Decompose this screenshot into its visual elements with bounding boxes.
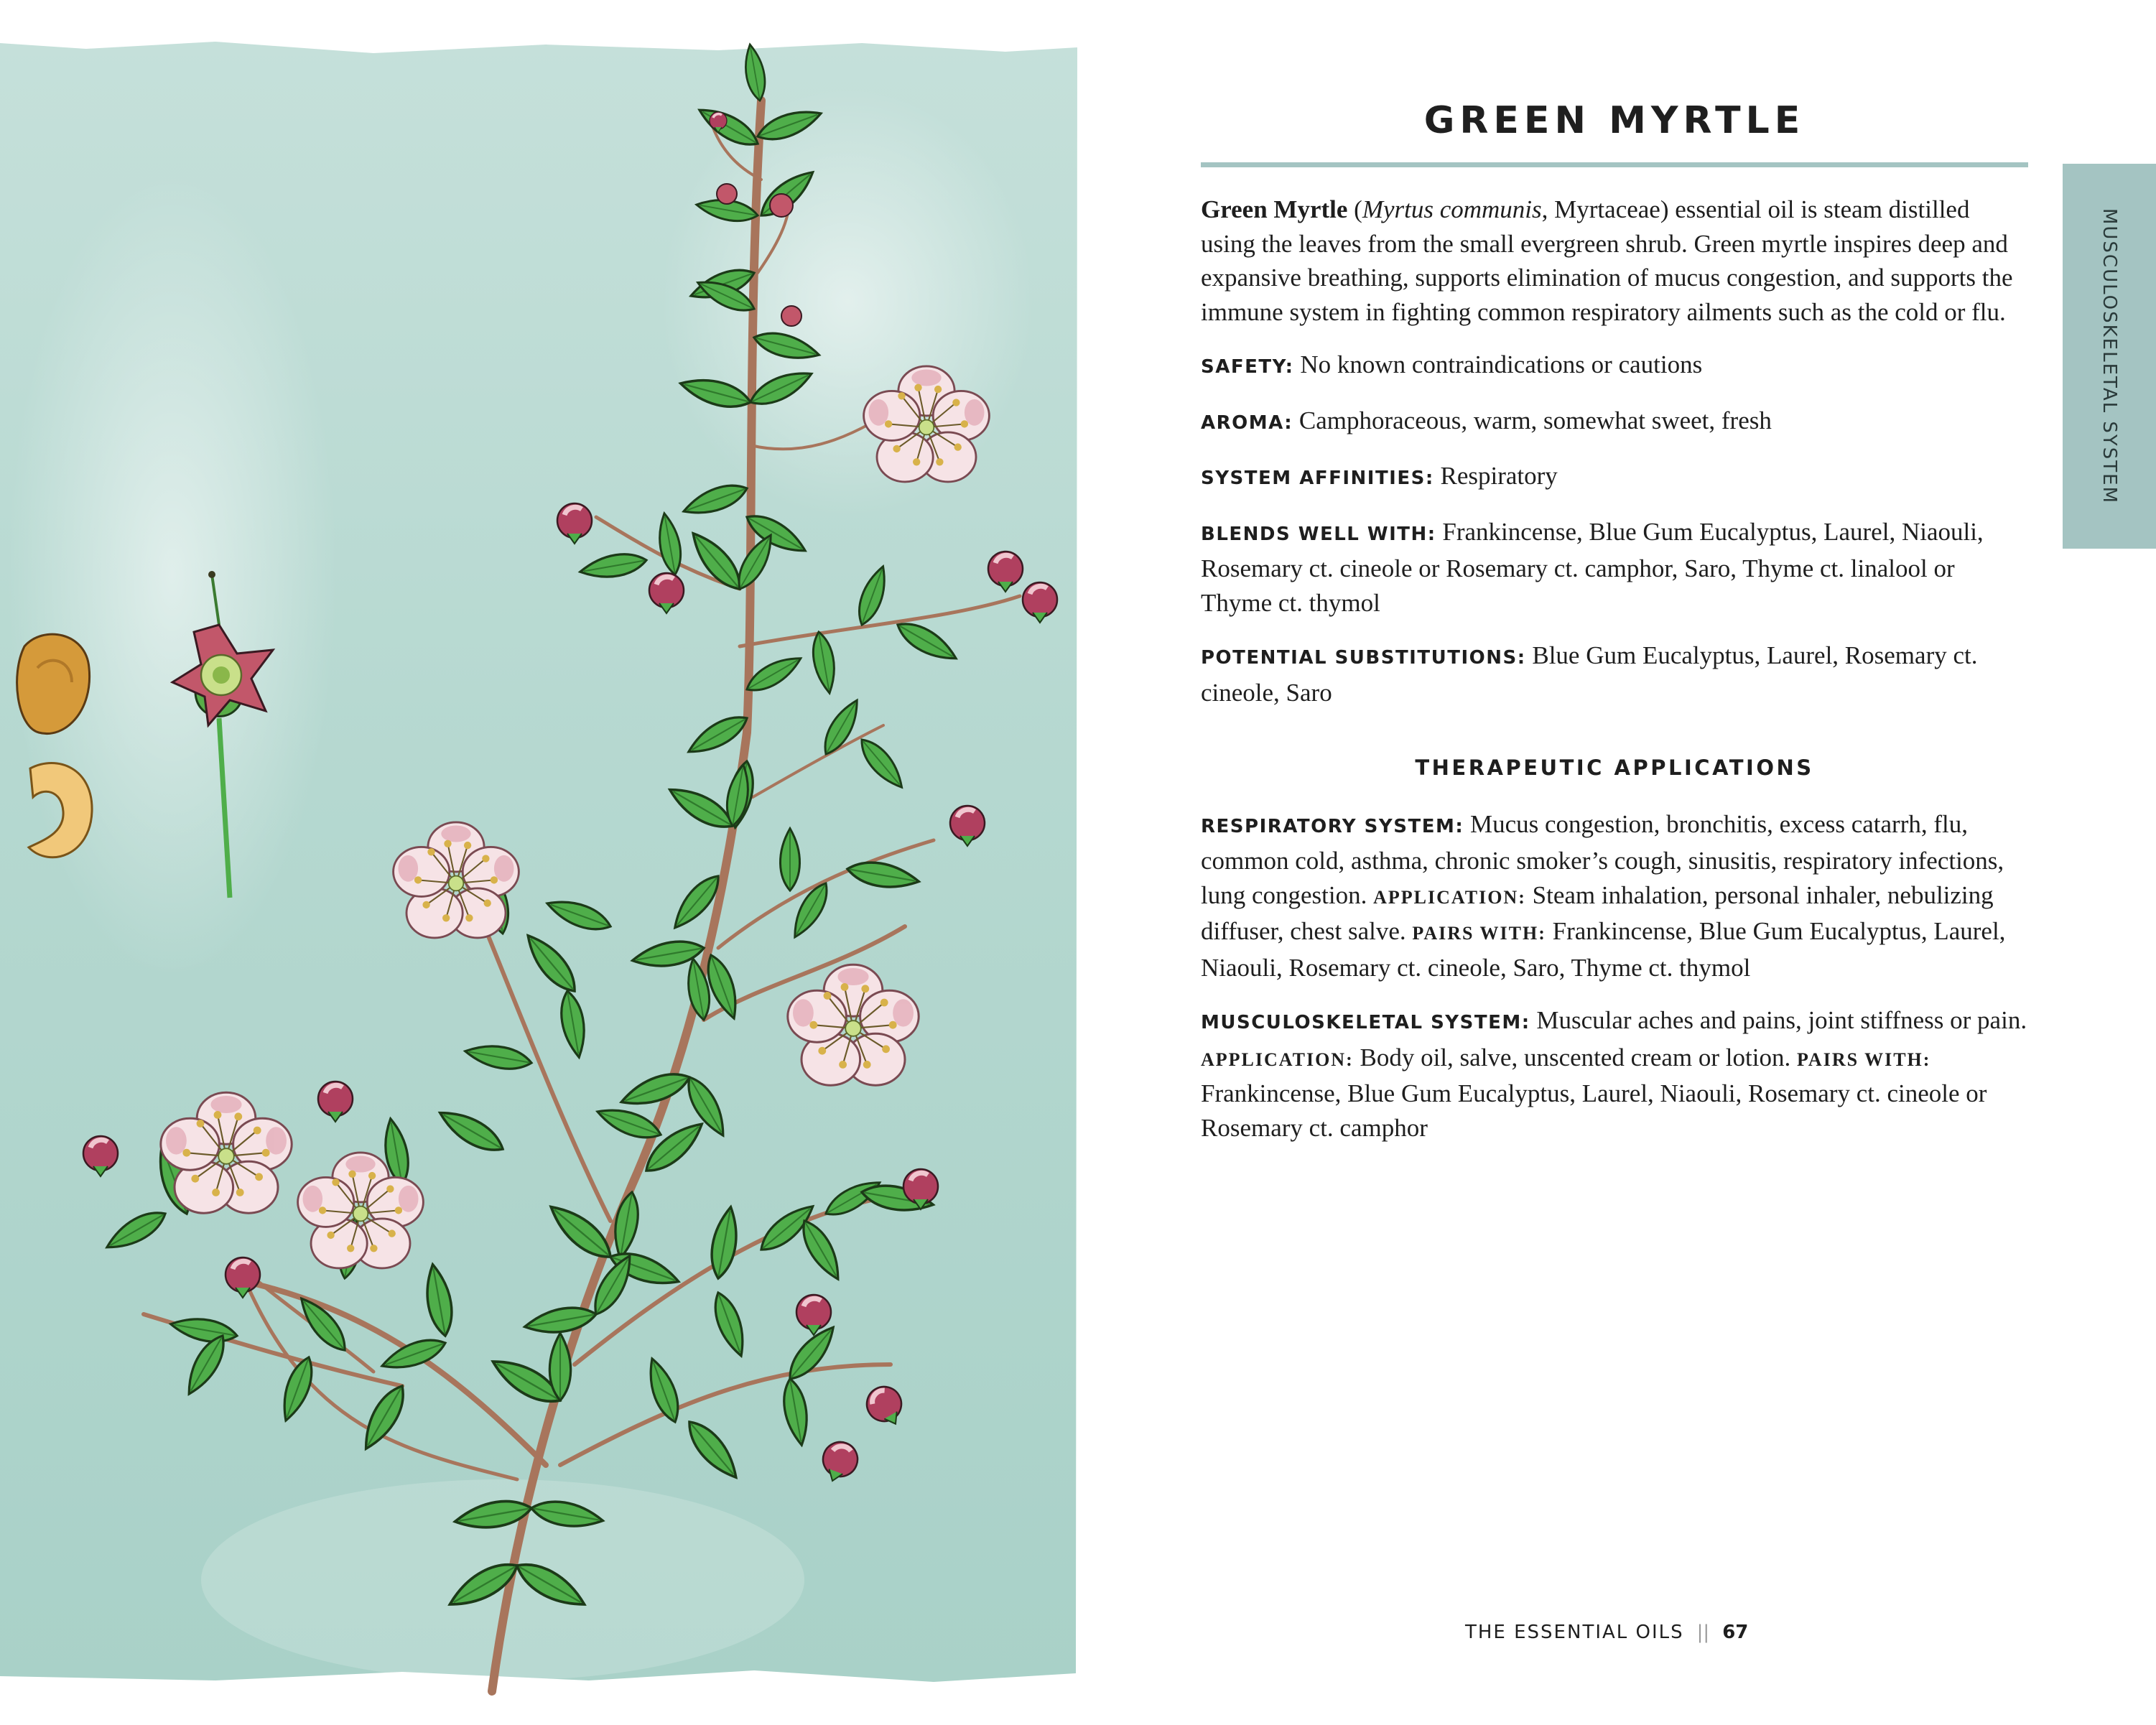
intro-paragraph <box>1201 192 2028 329</box>
footer-section-title: THE ESSENTIAL OILS <box>1465 1622 1684 1643</box>
respiratory-text: Mucus congestion, bronchitis, excess catarrh, flu, common cold, asthma, chronic smoker’s cough, sinusitis, respiratory infections, lung congestion. <box>1201 809 2004 909</box>
therapeutic-applications-heading: THERAPEUTIC APPLICATIONS <box>1415 755 1814 780</box>
respiratory-label: RESPIRATORY SYSTEM: <box>1201 815 1464 837</box>
aroma-label: AROMA: <box>1201 412 1293 434</box>
intro-text: , Myrtaceae) essential oil is steam distilled using the leaves from the small evergreen shrub. Green myrtle inspires deep and expansive breathing, supports elimination of mucus congestion, and supports the immune system in fighting common respiratory ailments such as the cold or flu. <box>1201 195 2013 326</box>
safety-label: SAFETY: <box>1201 356 1294 378</box>
respiratory-application-text: Steam inhalation, personal inhaler, nebulizing diffuser, chest salve. <box>1201 880 1994 945</box>
musculoskeletal-application-label: APPLICATION: <box>1201 1049 1354 1070</box>
section-side-tab <box>2063 164 2156 549</box>
aroma-entry <box>1201 404 2028 441</box>
blends-well-with-value: Frankincense, Blue Gum Eucalyptus, Laurel, Niaouli, Rosemary ct. cineole or Rosemary ct. camphor, Saro, Thyme ct. linalool or Thyme ct. thymol <box>1201 517 1984 617</box>
safety-entry <box>1201 348 2028 385</box>
page-footer <box>1465 1622 1748 1643</box>
oil-name: Green Myrtle <box>1201 195 1348 223</box>
safety-value: No known contraindications or cautions <box>1293 350 1703 378</box>
blends-well-with-entry <box>1201 515 2028 620</box>
musculoskeletal-application-text: Body oil, salve, unscented cream or lotion. <box>1353 1043 1797 1071</box>
respiratory-pairs-label: PAIRS WITH: <box>1412 923 1546 944</box>
respiratory-pairs-text: Frankincense, Blue Gum Eucalyptus, Laurel, Niaouli, Rosemary ct. cineole, Saro, Thyme ct. thymol <box>1201 917 2006 982</box>
system-affinities-value: Respiratory <box>1434 462 1558 490</box>
aroma-value: Camphoraceous, warm, somewhat sweet, fresh <box>1293 406 1772 434</box>
respiratory-application-label: APPLICATION: <box>1373 886 1526 908</box>
intro-open-paren: ( <box>1347 195 1362 223</box>
latin-name: Myrtus communis <box>1362 195 1542 223</box>
potential-substitutions-value: Blue Gum Eucalyptus, Laurel, Rosemary ct. cineole, Saro <box>1201 641 1978 707</box>
page-number: 67 <box>1722 1622 1749 1643</box>
musculoskeletal-pairs-label: PAIRS WITH: <box>1796 1049 1931 1070</box>
page-title: GREEN MYRTLE <box>1423 99 1806 142</box>
musculoskeletal-pairs-text: Frankincense, Blue Gum Eucalyptus, Laurel, Niaouli, Rosemary ct. cineole or Rosemary ct. camphor <box>1201 1079 1987 1142</box>
footer-separator: || <box>1696 1622 1710 1643</box>
system-affinities-entry <box>1201 459 2028 496</box>
side-tab-label: MUSCULOSKELETAL SYSTEM <box>2099 208 2120 505</box>
musculoskeletal-entry <box>1201 1003 2028 1145</box>
musculoskeletal-text: Muscular aches and pains, joint stiffness or pain. <box>1530 1006 2027 1034</box>
system-affinities-label: SYSTEM AFFINITIES: <box>1201 468 1434 489</box>
blends-well-with-label: BLENDS WELL WITH: <box>1201 523 1436 545</box>
title-underline <box>1201 162 2028 167</box>
oil-profile <box>1201 192 2028 1163</box>
potential-substitutions-entry <box>1201 638 2028 710</box>
respiratory-entry <box>1201 807 2028 985</box>
potential-substitutions-label: POTENTIAL SUBSTITUTIONS: <box>1201 647 1526 669</box>
musculoskeletal-label: MUSCULOSKELETAL SYSTEM: <box>1201 1012 1530 1033</box>
